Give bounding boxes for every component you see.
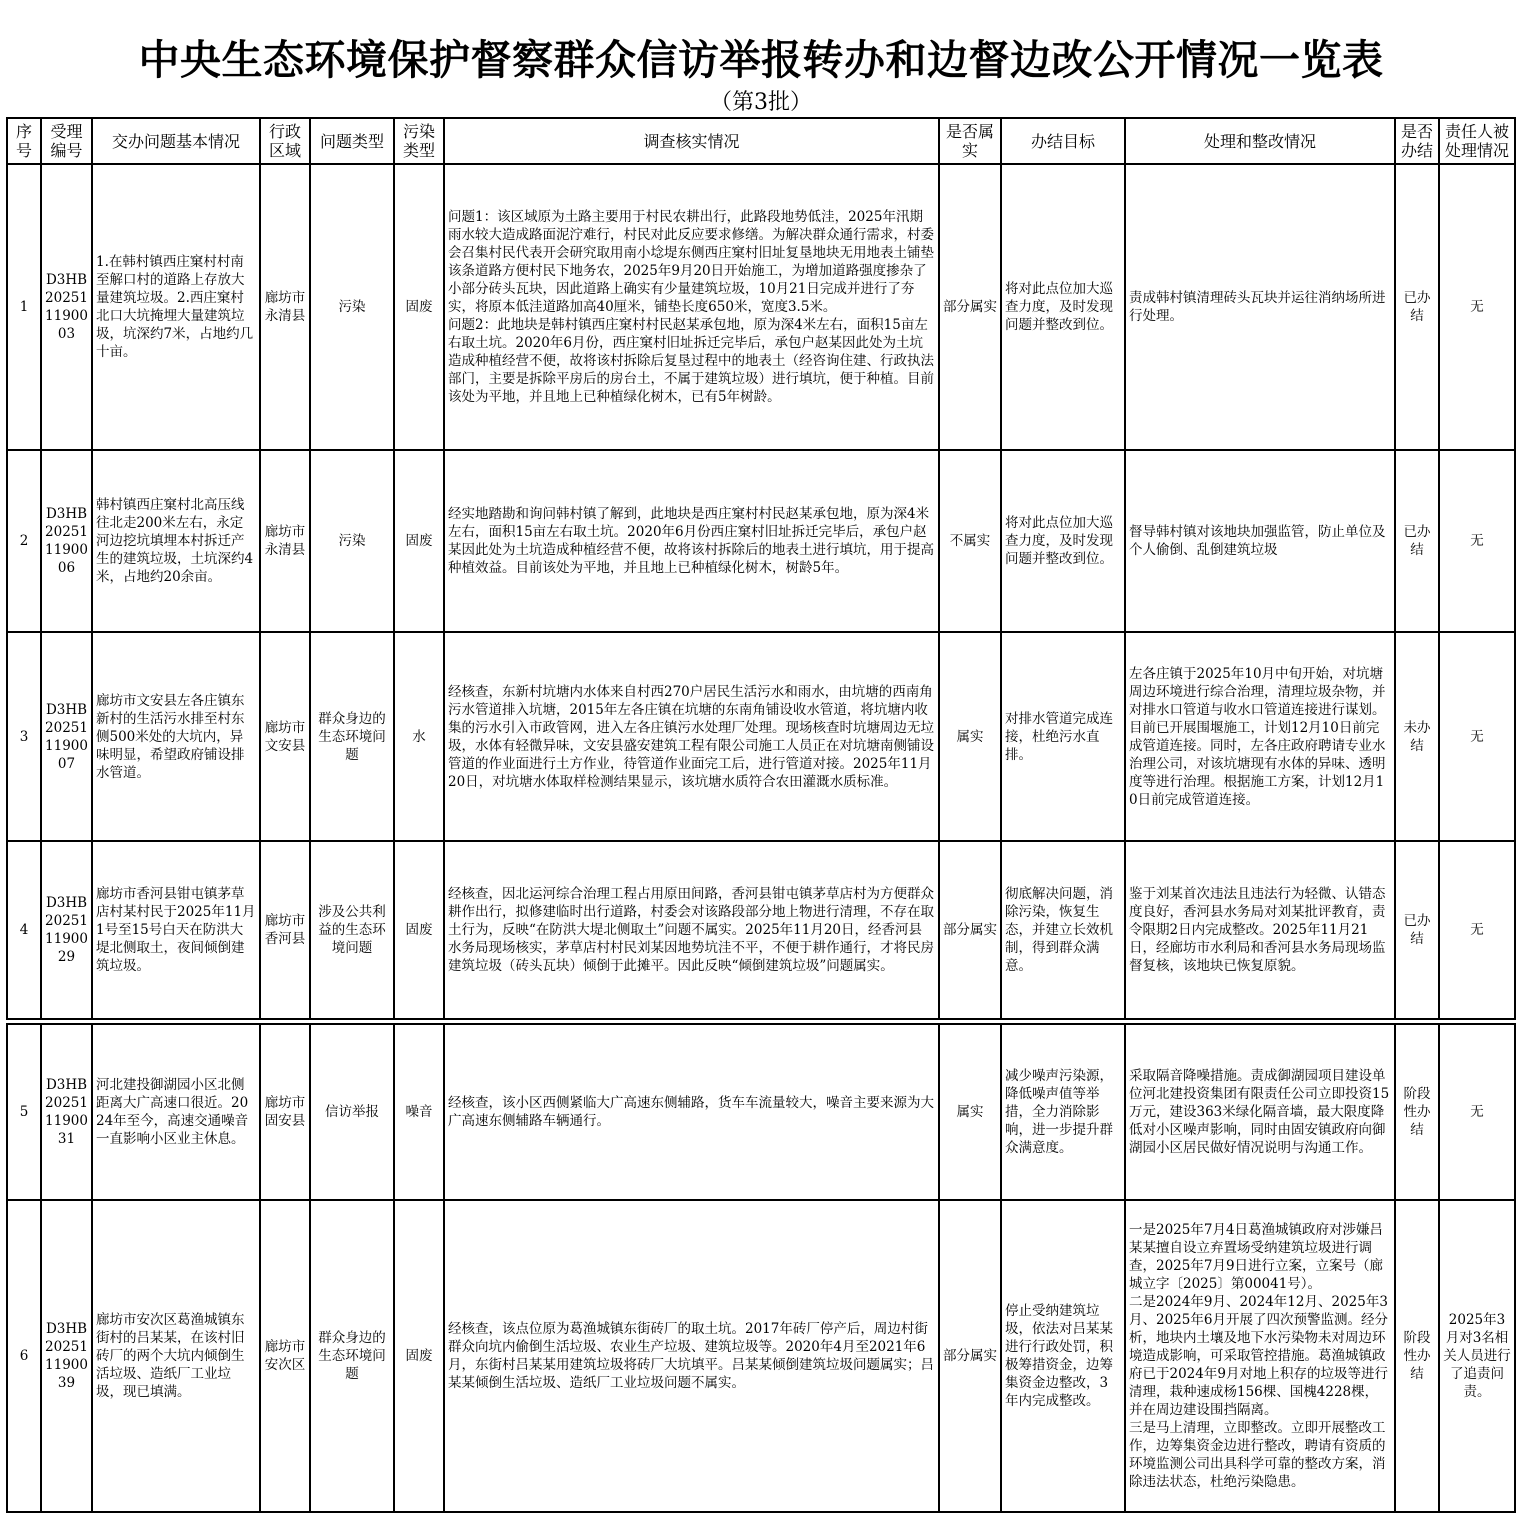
- cell-goal: 减少噪声污染源，降低噪声值等举措，全力消除影响，进一步提升群众满意度。: [1001, 1024, 1125, 1200]
- cell-goal: 彻底解决问题，消除污染，恢复生态，并建立长效机制，得到群众满意。: [1001, 841, 1125, 1019]
- cell-closed: 阶段性办结: [1395, 1024, 1439, 1200]
- cell-accountability: 无: [1439, 841, 1515, 1019]
- cell-handling: 责成韩村镇清理砖头瓦块并运往消纳场所进行处理。: [1125, 164, 1395, 450]
- header-code: 受理编号: [41, 118, 92, 164]
- cell-code: D3HB202511190007: [41, 632, 92, 841]
- table-header-row: [7, 118, 1515, 164]
- cell-verified: 部分属实: [939, 841, 1001, 1019]
- cell-investigation: 经实地踏勘和询问韩村镇了解到，此地块是西庄窠村村民赵某承包地，原为深4米左右，面积15亩左右取土坑。2020年6月份西庄窠村旧址拆迁完毕后，承包户赵某因此处为土坑造成种植经营不便，故将该村拆除后的地表土进行填坑，用于提高种植效益。目前该处为平地，并且地上已种植绿化树木，树龄5年。: [444, 450, 939, 632]
- cell-issue: 河北建投御湖园小区北侧距离大广高速口很近。2024年至今，高速交通噪音一直影响小区业主休息。: [92, 1024, 260, 1200]
- header-pollution: 污染类型: [394, 118, 444, 164]
- cell-verified: 部分属实: [939, 164, 1001, 450]
- cell-seq: 2: [7, 450, 41, 632]
- cell-goal: 将对此点位加大巡查力度，及时发现问题并整改到位。: [1001, 164, 1125, 450]
- cell-pollution: 噪音: [394, 1024, 444, 1200]
- cell-type: 信访举报: [310, 1024, 394, 1200]
- cell-verified: 不属实: [939, 450, 1001, 632]
- cell-investigation: 经核查，因北运河综合治理工程占用原田间路，香河县钳屯镇茅草店村为方便群众耕作出行，拟修建临时出行道路，村委会对该路段部分地上物进行清理，不存在取土行为，反映“在防洪大堤北侧取土”问题不属实。2025年11月20日，经香河县水务局现场核实，茅草店村村民刘某因地势坑洼不平，不便于耕作通行，才将民房建筑垃圾（砖头瓦块）倾倒于此摊平。因此反映“倾倒建筑垃圾”问题属实。: [444, 841, 939, 1019]
- cell-closed: 阶段性办结: [1395, 1200, 1439, 1512]
- header-seq: 序号: [7, 118, 41, 164]
- header-region: 行政区域: [260, 118, 310, 164]
- header-investigation: 调查核实情况: [444, 118, 939, 164]
- cell-region: 廊坊市永清县: [260, 164, 310, 450]
- cell-accountability: 无: [1439, 632, 1515, 841]
- handling-part-1: 一是2025年7月4日葛渔城镇政府对涉嫌吕某某擅自设立弃置场受纳建筑垃圾进行调查，2025年7月9日进行立案，立案号（廊城立字〔2025〕第00041号）。: [1129, 1222, 1384, 1292]
- cell-investigation: 经核查，该点位原为葛渔城镇东街砖厂的取土坑。2017年砖厂停产后，周边村街群众向坑内偷倒生活垃圾、农业生产垃圾、建筑垃圾等。2020年4月至2021年6月，东街村吕某某用建筑垃圾将砖厂大坑填平。吕某某倾倒建筑垃圾问题属实；吕某某倾倒生活垃圾、造纸厂工业垃圾问题不属实。: [444, 1200, 939, 1512]
- handling-part-3: 三是马上清理，立即整改。立即开展整改工作，边筹集资金边进行整改，聘请有资质的环境监测公司出具科学可靠的整改方案，消除违法状态，杜绝污染隐患。: [1129, 1420, 1386, 1490]
- cell-seq: 5: [7, 1024, 41, 1200]
- cell-type: 污染: [310, 164, 394, 450]
- header-closed: 是否办结: [1395, 118, 1439, 164]
- cell-issue: 1.在韩村镇西庄窠村村南至解口村的道路上存放大量建筑垃圾。2.西庄窠村北口大坑掩埋大量建筑垃圾，坑深约7米，占地约几十亩。: [92, 164, 260, 450]
- header-type: 问题类型: [310, 118, 394, 164]
- cell-code: D3HB202511190003: [41, 164, 92, 450]
- table-row: [7, 164, 1515, 450]
- table-row: [7, 1024, 1515, 1200]
- cell-issue: 韩村镇西庄窠村北高压线往北走200米左右，永定河边挖坑填埋本村拆迁产生的建筑垃圾，土坑深约4米，占地约20余亩。: [92, 450, 260, 632]
- batch-subtitle: （第3批）: [710, 90, 812, 115]
- cell-accountability: 无: [1439, 164, 1515, 450]
- cell-closed: 已办结: [1395, 841, 1439, 1019]
- cell-region: 廊坊市永清县: [260, 450, 310, 632]
- header-verified: 是否属实: [939, 118, 1001, 164]
- cell-investigation: [444, 164, 939, 450]
- cell-region: 廊坊市安次区: [260, 1200, 310, 1512]
- cell-goal: 停止受纳建筑垃圾，依法对吕某某进行行政处罚，积极筹措资金，边筹集资金边整改，3年内完成整改。: [1001, 1200, 1125, 1512]
- handling-part-2: 二是2024年9月、2024年12月、2025年3月、2025年6月开展了四次预警监测。经分析，地块内土壤及地下水污染物未对周边环境造成影响，可采取管控措施。葛渔城镇政府已于2024年9月对地上积存的垃圾等进行清理，栽种速成杨156棵、国槐4228棵，并在周边建设围挡隔离。: [1129, 1294, 1388, 1418]
- cell-investigation: 经核查，该小区西侧紧临大广高速东侧辅路，货车车流量较大，噪音主要来源为大广高速东侧辅路车辆通行。: [444, 1024, 939, 1200]
- cell-goal: 对排水管道完成连接，杜绝污水直排。: [1001, 632, 1125, 841]
- cell-type: 涉及公共利益的生态环境问题: [310, 841, 394, 1019]
- header-handling: 处理和整改情况: [1125, 118, 1395, 164]
- cell-code: D3HB202511190039: [41, 1200, 92, 1512]
- cell-seq: 6: [7, 1200, 41, 1512]
- cell-pollution: 固废: [394, 841, 444, 1019]
- cell-accountability: 无: [1439, 1024, 1515, 1200]
- header-goal: 办结目标: [1001, 118, 1125, 164]
- cell-code: D3HB202511190031: [41, 1024, 92, 1200]
- cell-issue: 廊坊市香河县钳屯镇茅草店村某村民于2025年11月1号至15号白天在防洪大堤北侧取土，夜间倾倒建筑垃圾。: [92, 841, 260, 1019]
- page-title: 中央生态环境保护督察群众信访举报转办和边督边改公开情况一览表: [138, 36, 1384, 84]
- cell-verified: 部分属实: [939, 1200, 1001, 1512]
- cell-handling: [1125, 1200, 1395, 1512]
- cell-accountability: 2025年3月对3名相关人员进行了追责问责。: [1439, 1200, 1515, 1512]
- header-accountability: 责任人被处理情况: [1439, 118, 1515, 164]
- cell-seq: 4: [7, 841, 41, 1019]
- disclosure-table: [6, 117, 1516, 1513]
- cell-seq: 1: [7, 164, 41, 450]
- cell-verified: 属实: [939, 632, 1001, 841]
- cell-pollution: 固废: [394, 450, 444, 632]
- header-issue: 交办问题基本情况: [92, 118, 260, 164]
- table-row: [7, 1200, 1515, 1512]
- cell-pollution: 水: [394, 632, 444, 841]
- cell-seq: 3: [7, 632, 41, 841]
- investigation-part-1: 问题1：该区域原为土路主要用于村民农耕出行，此路段地势低洼，2025年汛期雨水较大造成路面泥泞难行，村民对此反应要求修缮。为解决群众通行需求，村委会召集村民代表开会研究取用南小埝堤东侧西庄窠村旧址复垦地块无用地表土铺垫该条道路方便村民下地务农，2025年9月20日开始施工，为增加道路强度掺杂了小部分砖头瓦块，因此道路上确实有少量建筑垃圾，10月21日完成并进行了夯实，将原本低洼道路加高40厘米，铺垫长度650米，宽度3.5米。: [448, 209, 934, 315]
- investigation-part-2: 问题2：此地块是韩村镇西庄窠村村民赵某承包地，原为深4米左右，面积15亩左右取土坑。2020年6月份，西庄窠村旧址拆迁完毕后，承包户赵某因此处为土坑造成种植经营不便，故将该村拆除后复垦过程中的地表土（经咨询住建、行政执法部门，主要是拆除平房后的房台土，不属于建筑垃圾）进行填坑，便于种植。目前该处为平地，并且地上已种植绿化树木，已有5年树龄。: [448, 317, 934, 405]
- table-row: [7, 841, 1515, 1019]
- cell-handling: 采取隔音降噪措施。责成御湖园项目建设单位河北建投资集团有限责任公司立即投资15万元，建设363米绿化隔音墙，最大限度降低对小区噪声影响，同时由固安镇政府向御湖园小区居民做好情况说明与沟通工作。: [1125, 1024, 1395, 1200]
- cell-region: 廊坊市固安县: [260, 1024, 310, 1200]
- cell-type: 群众身边的生态环境问题: [310, 632, 394, 841]
- cell-pollution: 固废: [394, 1200, 444, 1512]
- cell-type: 污染: [310, 450, 394, 632]
- cell-verified: 属实: [939, 1024, 1001, 1200]
- cell-issue: 廊坊市文安县左各庄镇东新村的生活污水排至村东侧500米处的大坑内，异味明显，希望政府铺设排水管道。: [92, 632, 260, 841]
- cell-issue: 廊坊市安次区葛渔城镇东街村的吕某某，在该村旧砖厂的两个大坑内倾倒生活垃圾、造纸厂工业垃圾，现已填满。: [92, 1200, 260, 1512]
- table-row: [7, 450, 1515, 632]
- cell-handling: 左各庄镇于2025年10月中旬开始，对坑塘周边环境进行综合治理，清理垃圾杂物，并对排水口管道与收水口管道连接进行谋划。目前已开展围堰施工，计划12月10日前完成管道连接。同时，左各庄政府聘请专业水治理公司，对该坑塘现有水体的异味、透明度等进行治理。根据施工方案，计划12月10日前完成管道连接。: [1125, 632, 1395, 841]
- cell-handling: 督导韩村镇对该地块加强监管，防止单位及个人偷倒、乱倒建筑垃圾: [1125, 450, 1395, 632]
- cell-closed: 未办结: [1395, 632, 1439, 841]
- cell-pollution: 固废: [394, 164, 444, 450]
- cell-accountability: 无: [1439, 450, 1515, 632]
- cell-closed: 已办结: [1395, 164, 1439, 450]
- cell-investigation: 经核查，东新村坑塘内水体来自村西270户居民生活污水和雨水，由坑塘的西南角污水管道排入坑塘，2015年左各庄镇在坑塘的东南角铺设收水管道，将坑塘内收集的污水引入市政管网，进入左各庄镇污水处理厂处理。现场核查时坑塘周边无垃圾，水体有轻微异味，文安县盛安建筑工程有限公司施工人员正在对坑塘南侧铺设管道的作业面进行土方作业，待管道作业面完工后，进行管道对接。2025年11月20日，对坑塘水体取样检测结果显示，该坑塘水质符合农田灌溉水质标准。: [444, 632, 939, 841]
- table-row: [7, 632, 1515, 841]
- cell-code: D3HB202511190006: [41, 450, 92, 632]
- cell-region: 廊坊市文安县: [260, 632, 310, 841]
- cell-type: 群众身边的生态环境问题: [310, 1200, 394, 1512]
- cell-code: D3HB202511190029: [41, 841, 92, 1019]
- cell-goal: 将对此点位加大巡查力度，及时发现问题并整改到位。: [1001, 450, 1125, 632]
- cell-closed: 已办结: [1395, 450, 1439, 632]
- cell-region: 廊坊市香河县: [260, 841, 310, 1019]
- cell-handling: 鉴于刘某首次违法且违法行为轻微、认错态度良好，香河县水务局对刘某批评教育，责令限期2日内完成整改。2025年11月21日，经廊坊市水利局和香河县水务局现场监督复核，该地块已恢复原貌。: [1125, 841, 1395, 1019]
